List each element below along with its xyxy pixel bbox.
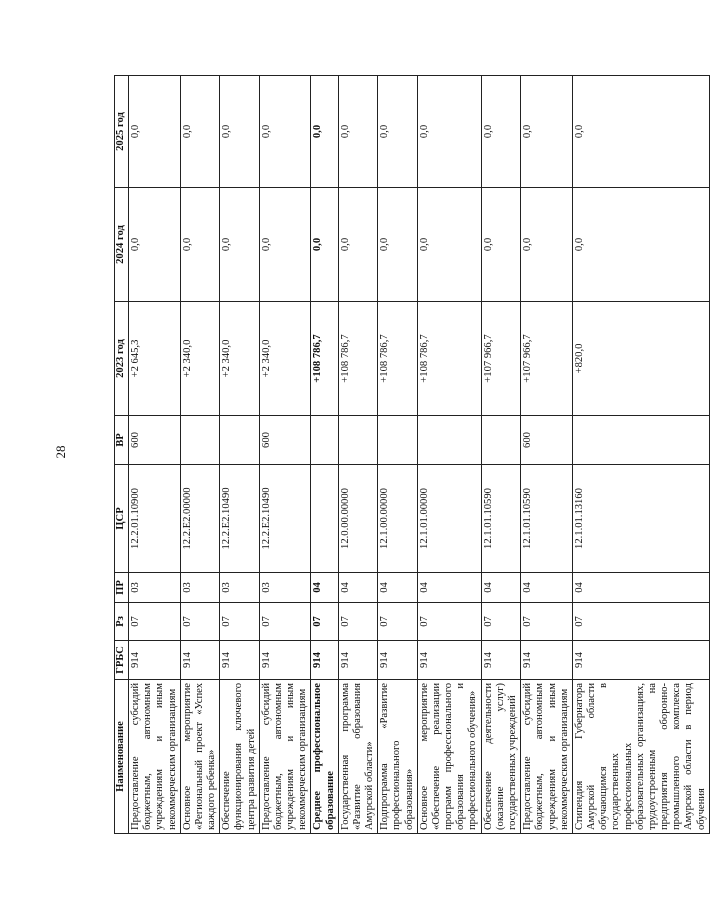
- table-row: [572, 76, 709, 834]
- table-row: [481, 76, 521, 834]
- cell-y2025: 0,0: [259, 76, 311, 188]
- cell-y2023: +108 786,7: [417, 302, 481, 416]
- cell-y2025: 0,0: [521, 76, 573, 188]
- cell-y2024: 0,0: [572, 188, 709, 302]
- cell-y2025: 0,0: [378, 76, 418, 188]
- header-csr: ЦСР: [115, 465, 129, 573]
- table-body: [129, 76, 710, 834]
- cell-csr: 12.2.Е2.00000: [180, 465, 220, 573]
- cell-vr: [180, 416, 220, 465]
- cell-csr: 12.2.Е2.10490: [220, 465, 260, 573]
- cell-name: Основное мероприятие «Обеспечение реализации программ профессионального образования и профессионального обучения»: [417, 680, 481, 834]
- cell-grbs: 914: [378, 641, 418, 680]
- cell-vr: [338, 416, 378, 465]
- cell-vr: [311, 416, 338, 465]
- cell-y2024: 0,0: [378, 188, 418, 302]
- header-2024: 2024 год: [115, 188, 129, 302]
- cell-y2024: 0,0: [417, 188, 481, 302]
- cell-csr: 12.1.01.10590: [521, 465, 573, 573]
- cell-pr: 03: [259, 573, 311, 603]
- cell-name: Подпрограмма «Развитие профессионального образования»: [378, 680, 418, 834]
- cell-vr: [378, 416, 418, 465]
- cell-rz: 07: [417, 603, 481, 641]
- cell-rz: 07: [572, 603, 709, 641]
- cell-csr: [311, 465, 338, 573]
- cell-y2024: 0,0: [338, 188, 378, 302]
- cell-rz: 07: [180, 603, 220, 641]
- cell-y2024: 0,0: [521, 188, 573, 302]
- cell-y2023: +108 786,7: [311, 302, 338, 416]
- cell-vr: [572, 416, 709, 465]
- cell-y2025: 0,0: [481, 76, 521, 188]
- cell-grbs: 914: [417, 641, 481, 680]
- cell-pr: 04: [378, 573, 418, 603]
- cell-csr: 12.2.01.10900: [129, 465, 181, 573]
- cell-y2025: 0,0: [129, 76, 181, 188]
- header-vr: ВР: [115, 416, 129, 465]
- cell-y2024: 0,0: [481, 188, 521, 302]
- table-row: [378, 76, 418, 834]
- header-2025: 2025 год: [115, 76, 129, 188]
- cell-pr: 04: [572, 573, 709, 603]
- table-row: [338, 76, 378, 834]
- cell-vr: [220, 416, 260, 465]
- table-row: [521, 76, 573, 834]
- cell-rz: 07: [311, 603, 338, 641]
- cell-pr: 04: [521, 573, 573, 603]
- cell-grbs: 914: [180, 641, 220, 680]
- cell-y2023: +108 786,7: [378, 302, 418, 416]
- cell-rz: 07: [338, 603, 378, 641]
- cell-csr: 12.0.00.00000: [338, 465, 378, 573]
- budget-table: [114, 75, 710, 834]
- cell-vr: [417, 416, 481, 465]
- cell-y2023: +2 340,0: [180, 302, 220, 416]
- cell-pr: 04: [311, 573, 338, 603]
- cell-grbs: 914: [259, 641, 311, 680]
- cell-y2024: 0,0: [180, 188, 220, 302]
- cell-vr: 600: [521, 416, 573, 465]
- cell-y2024: 0,0: [220, 188, 260, 302]
- cell-y2025: 0,0: [338, 76, 378, 188]
- table-row: [180, 76, 220, 834]
- cell-csr: 12.1.00.00000: [378, 465, 418, 573]
- header-rz: Рз: [115, 603, 129, 641]
- cell-grbs: 914: [481, 641, 521, 680]
- cell-y2025: 0,0: [417, 76, 481, 188]
- cell-y2025: 0,0: [311, 76, 338, 188]
- table-row: [259, 76, 311, 834]
- cell-rz: 07: [129, 603, 181, 641]
- cell-y2023: +820,0: [572, 302, 709, 416]
- cell-vr: 600: [129, 416, 181, 465]
- cell-grbs: 914: [129, 641, 181, 680]
- header-grbs: ГРБС: [115, 641, 129, 680]
- cell-pr: 03: [220, 573, 260, 603]
- cell-name: Предоставление субсидий бюджетным, автономным учреждениям и иным некоммерческим организациям: [521, 680, 573, 834]
- rotated-table-container: [114, 76, 707, 834]
- table-row: [417, 76, 481, 834]
- cell-rz: 07: [481, 603, 521, 641]
- cell-rz: 07: [378, 603, 418, 641]
- cell-name: Предоставление субсидий бюджетным, автономным учреждениям и иным некоммерческим организациям: [129, 680, 181, 834]
- cell-y2025: 0,0: [180, 76, 220, 188]
- cell-grbs: 914: [338, 641, 378, 680]
- cell-y2023: +2 340,0: [220, 302, 260, 416]
- cell-y2023: +2 645,3: [129, 302, 181, 416]
- cell-grbs: 914: [311, 641, 338, 680]
- cell-grbs: 914: [220, 641, 260, 680]
- cell-csr: 12.1.01.00000: [417, 465, 481, 573]
- cell-y2024: 0,0: [129, 188, 181, 302]
- cell-pr: 04: [417, 573, 481, 603]
- cell-y2024: 0,0: [259, 188, 311, 302]
- cell-name: Обеспечение деятельности (оказание услуг) государственных учреждений: [481, 680, 521, 834]
- cell-y2024: 0,0: [311, 188, 338, 302]
- cell-csr: 12.1.01.13160: [572, 465, 709, 573]
- cell-y2023: +107 966,7: [481, 302, 521, 416]
- cell-pr: 04: [481, 573, 521, 603]
- cell-pr: 03: [129, 573, 181, 603]
- cell-grbs: 914: [521, 641, 573, 680]
- table-row: [220, 76, 260, 834]
- header-2023: 2023 год: [115, 302, 129, 416]
- table-header-row: [115, 76, 129, 834]
- page-number: 28: [53, 445, 68, 459]
- cell-name: Предоставление субсидий бюджетным, автономным учреждениям и иным некоммерческим организациям: [259, 680, 311, 834]
- cell-rz: 07: [259, 603, 311, 641]
- cell-name: Основное мероприятие «Региональный проект «Успех каждого ребенка»: [180, 680, 220, 834]
- cell-y2023: +2 340,0: [259, 302, 311, 416]
- header-pr: ПР: [115, 573, 129, 603]
- cell-name: Среднее профессиональное образование: [311, 680, 338, 834]
- cell-pr: 03: [180, 573, 220, 603]
- cell-name: Стипендия Губернатора Амурской области обучающимся в государственных профессиональных образовательных организациях, трудоустроенным на предприятия оборонно-промышленного комплекса Амурской области в период обучения: [572, 680, 709, 834]
- cell-y2023: +108 786,7: [338, 302, 378, 416]
- cell-csr: 12.1.01.10590: [481, 465, 521, 573]
- table-row: [311, 76, 338, 834]
- table-row: [129, 76, 181, 834]
- cell-y2025: 0,0: [220, 76, 260, 188]
- header-name: Наименование: [115, 680, 129, 834]
- cell-y2025: 0,0: [572, 76, 709, 188]
- cell-name: Государственная программа «Развитие образования Амурской области»: [338, 680, 378, 834]
- cell-name: Обеспечение функционирования ключевого центра развития детей: [220, 680, 260, 834]
- cell-grbs: 914: [572, 641, 709, 680]
- cell-rz: 07: [521, 603, 573, 641]
- cell-vr: 600: [259, 416, 311, 465]
- cell-rz: 07: [220, 603, 260, 641]
- cell-pr: 04: [338, 573, 378, 603]
- cell-csr: 12.2.Е2.10490: [259, 465, 311, 573]
- cell-vr: [481, 416, 521, 465]
- cell-y2023: +107 966,7: [521, 302, 573, 416]
